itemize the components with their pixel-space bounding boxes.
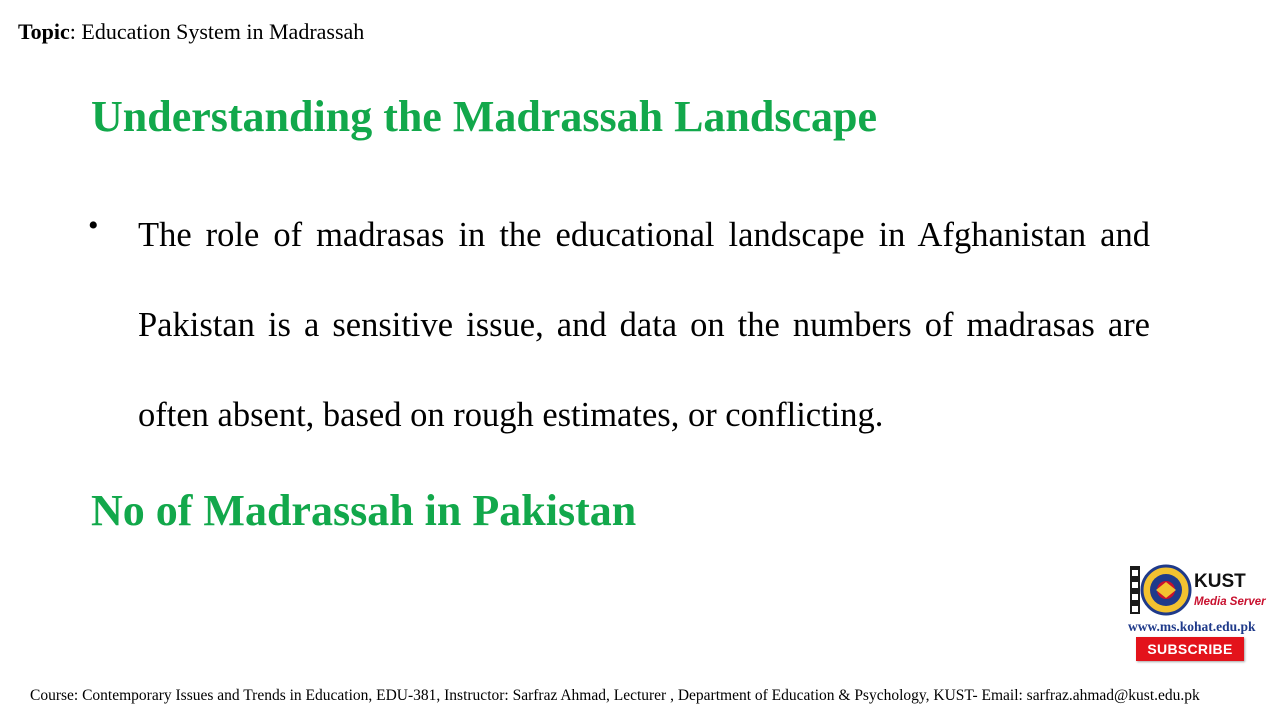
subscribe-button[interactable]: SUBSCRIBE	[1136, 637, 1244, 661]
logo-url-link[interactable]: www.ms.kohat.edu.pk	[1128, 619, 1256, 634]
topic-value: Education System in Madrassah	[81, 19, 365, 44]
bullet-text: The role of madrasas in the educational landscape in Afghanistan and Pakistan is a sensitive issue, and data on the numbers of madrasas are often absent, based on rough estimates, or conflicting.	[138, 216, 1150, 434]
topic-line	[18, 18, 364, 46]
logo-subtitle: Media Server	[1194, 596, 1266, 608]
logo-title: KUST	[1194, 571, 1246, 592]
main-heading: Understanding the Madrassah Landscape	[91, 92, 878, 141]
topic-label: Topic	[18, 19, 70, 44]
university-emblem-icon	[1126, 560, 1192, 618]
topic-separator: :	[69, 19, 82, 44]
secondary-heading: No of Madrassah in Pakistan	[91, 486, 637, 535]
course-footer: Course: Contemporary Issues and Trends in Education, EDU-381, Instructor: Sarfraz Ahmad, Lecturer , Department of Education & Psychology, KUST- Email: sarfraz.ahmad@kust.edu.pk	[30, 687, 1200, 704]
bullet-icon: •	[88, 209, 99, 242]
kust-media-server-logo[interactable]	[1124, 558, 1276, 666]
